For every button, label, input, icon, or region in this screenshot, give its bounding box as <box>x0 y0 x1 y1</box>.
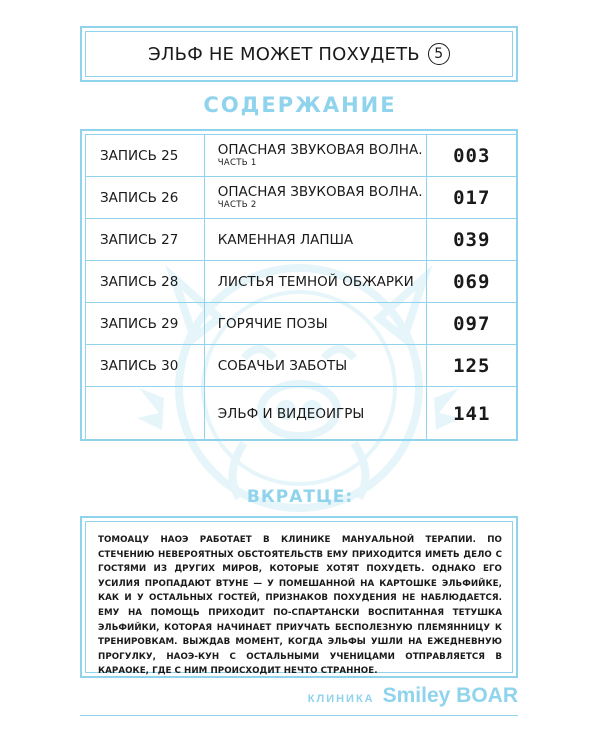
table-row[interactable] <box>86 261 517 303</box>
title-box <box>80 26 518 82</box>
record-label: ЗАПИСЬ 30 <box>86 345 205 387</box>
chapter-title: КАМЕННАЯ ЛАПША <box>204 219 426 261</box>
record-label <box>86 387 205 441</box>
summary-text: ТОМОАЦУ НАОЭ РАБОТАЕТ В КЛИНИКЕ МАНУАЛЬНОЙ ТЕРАПИИ. ПО СТЕЧЕНИЮ НЕВЕРОЯТНЫХ ОБСТОЯТЕЛЬСТВ ЕМУ ПРИХОДИТСЯ ИМЕТЬ ДЕЛО С ГОСТЯМИ ИЗ ДРУГИХ МИРОВ, КОТОРЫЕ ХОТЯТ ПОХУДЕТЬ. ОДНАКО ЕГО УСИЛИЯ ПРОПАДАЮТ ВТУНЕ — У ПОМЕШАННОЙ НА КАРТОШКЕ ЭЛЬФИЙКЕ, КАК И У ОСТАЛЬНЫХ ГОСТЕЙ, ПРИЗНАКОВ ПОХУДЕНИЯ НЕ НАБЛЮДАЕТСЯ. ЕМУ НА ПОМОЩЬ ПРИХОДИТ ПО-СПАРТАНСКИ ВОСПИТАННАЯ ТЕТУШКА ЭЛЬФИЙКИ, КОТОРАЯ НАЧИНАЕТ ПРИУЧАТЬ БЕСПОЛЕЗНУЮ ПЛЕМЯННИЦУ К ТРЕНИРОВКАМ. ВЫЖДАВ МОМЕНТ, КОГДА ЭЛЬФЫ УШЛИ НА ЕЖЕДНЕВНУЮ ПРОГУЛКУ, НАОЭ-КУН С ОСТАЛЬНЫМИ УЧЕНИЦАМИ ОТПРАВЛЯЕТСЯ В КАРАОКЕ, ГДЕ С НИМ ПРОИСХОДИТ НЕЧТО СТРАННОЕ. <box>98 535 502 677</box>
table-row[interactable] <box>86 345 517 387</box>
chapter-title-cell <box>204 177 426 219</box>
chapter-part: ЧАСТЬ 2 <box>217 200 257 210</box>
chapter-title: ЛИСТЬЯ ТЕМНОЙ ОБЖАРКИ <box>204 261 426 303</box>
chapter-part: ЧАСТЬ 1 <box>217 158 257 168</box>
volume-number-badge: 5 <box>428 43 450 65</box>
page-number: 097 <box>427 303 517 345</box>
chapter-title: СОБАЧЬИ ЗАБОТЫ <box>204 345 426 387</box>
summary-heading: ВКРАТЦЕ: <box>246 487 354 507</box>
page-number: 069 <box>427 261 517 303</box>
page-number: 125 <box>427 345 517 387</box>
brand-small-text: КЛИНИКА <box>307 693 375 705</box>
table-row[interactable] <box>86 387 517 441</box>
record-label: ЗАПИСЬ 26 <box>86 177 205 219</box>
page-number: 003 <box>427 135 517 177</box>
table-row[interactable] <box>86 177 517 219</box>
table-row[interactable] <box>86 303 517 345</box>
brand-name: Smiley BOAR <box>382 684 518 707</box>
table-row[interactable] <box>86 135 517 177</box>
record-label: ЗАПИСЬ 29 <box>86 303 205 345</box>
chapter-title-cell <box>204 135 426 177</box>
table-row[interactable] <box>86 219 517 261</box>
series-title: ЭЛЬФ НЕ МОЖЕТ ПОХУДЕТЬ <box>148 43 420 65</box>
record-label: ЗАПИСЬ 25 <box>86 135 205 177</box>
clinic-brand <box>308 684 518 708</box>
table-of-contents <box>80 129 518 441</box>
footer-divider <box>80 715 518 716</box>
chapter-title: ГОРЯЧИЕ ПОЗЫ <box>204 303 426 345</box>
toc-heading: СОДЕРЖАНИЕ <box>203 93 397 117</box>
page-number: 017 <box>427 177 517 219</box>
summary-box <box>80 516 518 678</box>
toc-table <box>85 134 517 441</box>
page-number: 141 <box>427 387 517 441</box>
record-label: ЗАПИСЬ 28 <box>86 261 205 303</box>
chapter-title: ЭЛЬФ И ВИДЕОИГРЫ <box>204 387 426 441</box>
chapter-title: ОПАСНАЯ ЗВУКОВАЯ ВОЛНА. <box>217 142 423 158</box>
page-title <box>82 28 516 80</box>
page-number: 039 <box>427 219 517 261</box>
record-label: ЗАПИСЬ 27 <box>86 219 205 261</box>
chapter-title: ОПАСНАЯ ЗВУКОВАЯ ВОЛНА. <box>217 184 423 200</box>
